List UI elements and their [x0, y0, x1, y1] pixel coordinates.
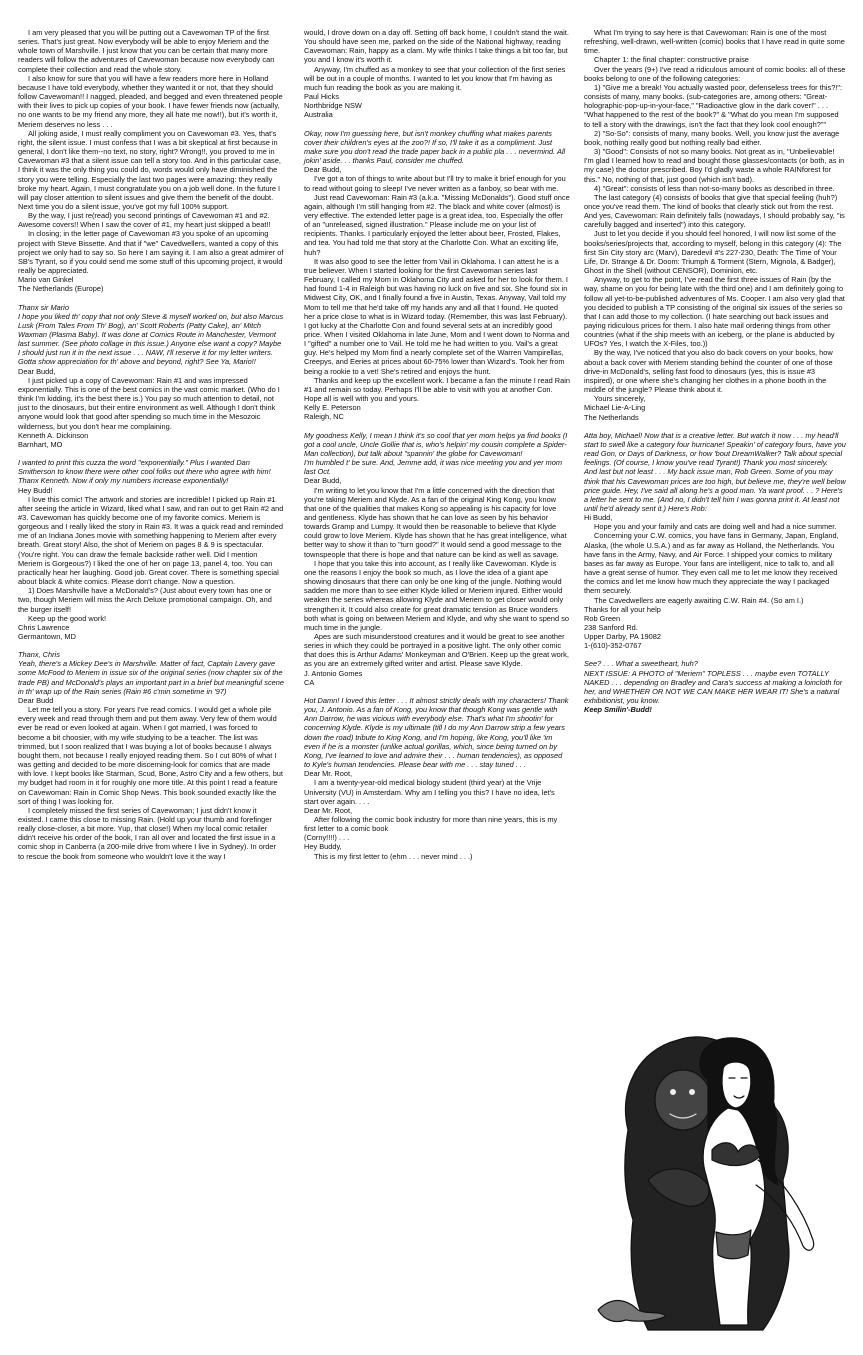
letter-paragraph: 2) "So-So": consists of many, many books. Well, you know just the average book, nothing really good but nothing really bad either.	[584, 128, 840, 147]
letter-paragraph: I just picked up a copy of Cavewoman: Rain #1 and was impressed exponentially. This is one of the best comics in the vast comic market. (Who do I think I'm kidding, it's the best there is.) You pay so much attention to detail, not just to the dinosaurs, but their entire environment as well. Although I don't think anyone would look that good after spending so much time in the Mesozoic wilderness, but you don't hear me complaining.	[18, 375, 280, 431]
letter-paragraph: 3) "Good": Consists of not so many books. Not great as in, "Unbelievable! I'm glad I learned how to read and bought those glasses/contacts (or both, as in my case) the doctor prescribed. Boy I'd gladly waste a whole RAINforest for this." No, nothing of that, just good (which isn't bad).	[584, 147, 845, 184]
signature-line: Chris Lawrence	[18, 622, 70, 632]
editor-reply: Hot Damn! I loved this letter . . . It almost strictly deals with my characters! Thank you, J. Antonio. As a fan of Kong, you know that though Kong was gentle with Ann Darrow, he was vicious with everybody else. That's what I'm shootin' for concerning Klyde. Klyde is my ultimate (till I do my Ann Darrow strip a few years down the road) tribute to King Kong, and I'm hoping, like Kong, you'll like 'im even if he is a monster (unlike actual gorillas, which, since being turned on by Kong, I've learned to love and admire their . . . human tendencies), as opposed to Kyle's human tendencies. Please bear with me . . . stay tuned . . .	[304, 695, 569, 770]
editor-reply: Thanx sir Mario I hope you liked th' copy that not only Steve & myself worked on, but also Marcus Lusk (From Tales From Th' Bog), an' Scott Roberts (Patty Cake), an' Mitch Waxman (Plasma Baby). It was done at Comics Route in Manchester, Vermont last summer. (See photo collage in this issue.) Anyone else want a copy? Maybe I should just run it in the next issue . . . NAW, I'll reserve it for my letter writers. Gotta show appreciation for th' above and beyond, right? See Ya, Mario!!	[18, 302, 284, 367]
letter-paragraph: Dear Budd	[18, 695, 54, 705]
letter-paragraph: 4) "Great": consists of less than not-so-many books as described in three.	[594, 183, 835, 193]
letter-paragraph: By the way, I just re(read) you second printings of Cavewoman #1 and #2. Awesome covers!! When I saw the cover of #1, my heart just skipped a beat!!	[18, 211, 271, 230]
signature-line: The Netherlands	[584, 412, 639, 422]
letter-paragraph: Anyway, I'm chuffed as a monkey to see that your collection of the first series will be out in a couple of months. I wanted to let you know that I'm having as much fun reading the book as you are making it.	[304, 64, 566, 92]
letter-paragraph: By the way, I've noticed that you also do back covers on your books, how about a back cover with Meriem standing behind the counter of one of those drive-in McDonald's, selling fast food to dinosaurs (yes, this is issue #3 inspired), or one where she's changing her clothes in a phone booth in the middle of the jungle? Please think about it.	[584, 348, 833, 395]
signature-line: Upper Darby, PA 19082	[584, 632, 661, 642]
letter-paragraph: Chapter 1: the final chapter: constructive praise	[594, 55, 749, 65]
signature-line: Kenneth A. Dickinson	[18, 430, 89, 440]
letter-paragraph: Dear Budd,	[304, 165, 342, 175]
letter-paragraph: Anyway, to get to the point, I've read the first three issues of Rain (by the way, shame on you for being late with the third one) and I am definitely going to follow all yet-to-be-published adventures of Ms. Cooper. I am also very glad that you decided to publish a TP consisting of the original six issues of the series so that I can add those to my collection. (I hate searching out back issues and paying ridiculous prices for them. I also hate mail ordering things from other countries (what if the ship meets with an iceberg, or the plane is abducted by UFOs? Yes, I watch the X-Files, too.))	[584, 275, 845, 349]
letter-signature	[304, 92, 570, 119]
editor-reply: And last but not least . . . My back issue man, Rob Green. Some of you may think that his Cavewoman prices are too high, but believe me, they're well below price guide. Hey, I've said all along he's a good man. Ya want proof. . . ? Here's a letter he sent to me. (And no, I didn't tell him I was gonna print it. At least not until he'd already sent it.) Here's Rob:	[584, 467, 846, 513]
letter-signature	[18, 431, 284, 449]
letter-paragraph: All joking aside, I must really compliment you on Cavewoman #3. Yes, that's right, the silent issue. I must confess that I was a bit skeptical at first because in general, I don't like them--no text, no story, right? Wrong!!, you proved to me in Cavewoman #3 that a silent issue can tell a story too. And in this particular case, I think it was the only thing you could do, words would only have diminished the story you were telling. Especially the last two pages were amazing: they really broke my heart. Again, I must congratulate you on a job well done. In the future I will pay closer attention to silent issues and give them the benefit of the doubt. Next time you do a silent issue, you've got my full 100% support.	[18, 128, 281, 211]
letter-paragraph: Apes are such misunderstood creatures and it would be great to see another series in which they could be portrayed in a positive light. The only other comic that does this is Arthur Adams' Monkeyman and O'Brien. Keep up the great work, as you are an extremely gifted writer and artist. Please save Klyde.	[304, 632, 569, 669]
column-2	[304, 28, 570, 861]
letter-paragraph: It was also good to see the letter from Vail in Oklahoma. I can attest he is a true believer. When I started looking for the first Cavewoman series last February, I called my Mom in Oklahoma City and asked for her to look for them. I had found 1-4 in Raleigh but was having no luck on five and six. She found six in Midwest City, OK, and I finally found a five in Austin, Texas. Anyway, Vail told my Mom to tell me that he'd take off my hands any and all that I found. He quoted her a price close to what is in Wizard today. (Remember, this was last February). I got lucky at the Charlotte Con and found several sets at an incredibly good price. When I visited Oklahoma in late June, Mom and I went down to Norma and I "gifted" a number one to Vail. He told me he had written to you. Vail's a great guy. He's helped my Mom find a nearly complete set of the Warren Vampirellas, Creepys, and Eeries at prices about 60-75% lower than Wizard's. Took her from being a rookie to a vet! She's retired and enjoys the hunt.	[304, 256, 570, 376]
cavewoman-and-ape-illustration	[588, 1010, 836, 1336]
editor-reply: Atta boy, Michael! Now that is a creative letter. But watch it now . . . my head'll start to swell like a category four hurricane! Speakin' of category fours, have you read Gon, or Days of Darkness, or how 'bout DreamWalker? Talk about special feelings. (Of course, I know you've read Tyrant!) Thank you most sincerely.	[584, 430, 846, 468]
letter-paragraph: I completely missed the first series of Cavewoman; I just didn't know it existed. I came this close to missing Rain. (Hold up your thumb and forefinger really close-closer, a bit more. Yup, that close!) When my local comic retailer didn't receive his order of the book, I ran all over and located the first issue in a comic shop in Canberra (a 200-mile drive from where I live in Sydney). In order to rescue the book from someone who wouldn't love it the way I	[18, 805, 276, 861]
letter-paragraph: would, I drove down on a day off. Setting off back home, I couldn't stand the wait. You should have seen me, parked on the side of the National highway, reading Cavewoman: Rain, happy as a clam. My wife thinks I take things a bit too far, but you and I know it's worth it.	[304, 28, 569, 65]
letter-paragraph: I've got a ton of things to write about but I'll try to make it brief enough for you to read without going to sleep! I've never written as a fanboy, so bear with me.	[304, 174, 566, 193]
signature-line: Thanks for all your help	[584, 604, 661, 614]
letter-paragraph: Dear Mr. Root,	[304, 805, 353, 815]
signature-line: CA	[304, 677, 315, 687]
letter-paragraph: 1) "Give me a break! You actually wasted poor, defenseless trees for this?!": consists of many, many books. (sub-categories are, among others: "Great-holographic-pop-up-in-your-face," "Radioactive glow in the dark cover!" . . . "What happened to the rest of the book?" & "What do you mean I'm supposed to tell a story with the drawings, isn't the fact that they look cool enough?""	[584, 82, 843, 129]
signature-line: Paul Hicks	[304, 92, 339, 102]
signature-line: 238 Sanford Rd.	[584, 623, 638, 632]
letter-signature	[584, 605, 846, 651]
letter-signature	[584, 403, 846, 421]
column-1	[18, 28, 284, 861]
letter-paragraph: This is my first letter to (ehm . . . never mind . . .)	[314, 851, 473, 861]
letter-paragraph: I am a twenty-year-old medical biology student (third year) at the Vrije University (VU) in Amsterdam. Why am I telling you this? I have no idea, let's start over again. . . .	[304, 778, 555, 806]
letter-paragraph: Thanks and keep up the excellent work. I became a fan the minute I read Rain #1 and remain so today. Perhaps I'll be able to visit with you at another Con. Hope all is well with you and yours.	[304, 375, 570, 404]
letter-paragraph: Hi Budd,	[584, 513, 613, 523]
letter-paragraph: I love this comic! The artwork and stories are incredible! I picked up Rain #1 after seeing the article in Wizard, liked what I saw, and ran out to get Rain #2 and #3. Cavewoman has quickly become one of my favorite comics. Meriem is gorgeous and I really liked the story in Rain #3. It was a quick read and reminded me of an Indiana Jones movie with something happening to Meriem after every breath. Great story! Also, the shot of Meriem on pages 8 & 9 is spectacular. (You're right. You can draw the female backside rather well. Did I mention Meriem is Gorgeous?) I liked the one of her on page 13, panel 4, too. You can practically hear her laughing. Good job. Great cover. There is something special about black & white comics. Please don't change. Now a question.	[18, 494, 284, 587]
letter-paragraph: Over the years (9+) I've read a ridiculous amount of comic books: all of these books belong to one of the following categories:	[584, 64, 846, 83]
letter-signature	[18, 275, 284, 293]
letter-paragraph: I'm writing to let you know that I'm a little concerned with the direction that you're taking Meriem and Klyde. As a fan of the original King Kong, you know that one of the qualities that makes Kong so appealing is his capacity for love and gentleness. Klyde has shown that he can love as seen by his behavior towards Gramp and Lumpy. It would then be reasonable to believe that Klyde could grow to love Meriem. Klyde has shown that he has great intelligence, what better way to show it than to "turn good?" It would send a good message to the townspeople that there is hope and that nature can be kind as well as savage.	[304, 485, 567, 559]
signature-line: Germantown, MD	[18, 632, 76, 641]
column-3	[584, 28, 846, 714]
letter-signature	[304, 403, 570, 421]
letter-paragraph: Hey Budd!	[18, 485, 53, 495]
letter-paragraph: Concerning your C.W. comics, you have fans in Germany, Japan, England, Alaska, (the whole U.S.A.) and as far away as Holland, the Netherlands. You have fans in the Army, Navy, and Air Force. I shipped your comics to military bases as far away as Europe. Your fans are intelligent, nice to talk to, and all have a great sense of humor. They even call me to let me know they received the comics and let me know how much they appreciate the way I packaged them securely.	[584, 531, 839, 596]
editor-reply: My goodness Kelly, I mean I think it's so cool that yer mom helps ya find books (I got a cool uncle, Uncle Gollie that is, who's helpin' my cousin complete a Spider-Man collection), but talk about "spannin' the globe for Cavewoman! I'm humbled t' be sure. And, Jemme add, it was nice meeting you and yer mom last Oct.	[304, 430, 568, 477]
editor-reply: See? . . . What a sweetheart, huh? NEXT ISSUE: A PHOTO of "Meriem" TOPLESS . . . maybe even TOTALLY NAKED . . . depending on Bradley and Cara's success at making a loincloth for her, and WHETHER OR NOT WE CAN MAKE HER WEAR IT! She's a natural exhibitionist, you know.	[584, 659, 843, 706]
signature-line: The Netherlands (Europe)	[18, 284, 104, 294]
signature-line: Northbridge NSW	[304, 101, 362, 111]
signature-line: Barnhart, MO	[18, 439, 63, 449]
letter-paragraph: I hope that you take this into account, as I really like Cavewoman. Klyde is one the reasons I enjoy the book so much, as I love the idea of a giant ape showing dinosaurs that there can only be one king of the jungle. Nothing would sadden me more than to see either Klyde killed or Meriem injured. Either would weaken the series whereas allowing Klyde and Meriem to get closer would only strengthen it. It could also create for great dramatic tension as Bruce wonders both what is going on between Meriem and Klyde, and why she want to spend so much time in the jungle.	[304, 558, 569, 632]
letter-paragraph: (Corny!!!!) . . .	[304, 833, 350, 843]
letter-signature	[304, 669, 570, 687]
signature-line: Raleigh, NC	[304, 412, 344, 422]
letter-paragraph: In closing; in the letter page of Cavewoman #3 you spoke of an upcoming project with Steve Bissette. And that if "we" Cavedwellers, wanted a copy of this project we only had to say so. So here I am saying it. I am also a great admirer of SB's Tyrant, so if you could send me some stuff of this upcoming project, it would really be appreciated.	[18, 229, 284, 276]
signature-line: Michael Lie-A-Ling	[584, 403, 646, 413]
letter-paragraph: Hope you and your family and cats are doing well and had a nice summer.	[594, 522, 837, 532]
letter-paragraph: The last category (4) consists of books that give that special feeling (huh?) once you've read them. The kind of books that clearly stick out from the rest. And yes, Cavewoman: Rain definitely falls (nowadays, I should probably say, "is carefully bagged and inserted") into this category.	[584, 192, 845, 230]
letter-paragraph: What I'm trying to say here is that Cavewoman: Rain is one of the most refreshing, well-drawn, well-written (comic) books that I have read in quite some time.	[584, 28, 845, 56]
letter-paragraph: Let me tell you a story. For years I've read comics. I would get a whole pile every week and read through them and put them away. Very few of them would ever be read or even looked at again. When I got married, I was forced to become a bit choosier, with my wife studying to be a teacher. The list was trimmed, but I soon realized that I was buying a lot of books because I always bought them, not because I really enjoyed reading them. So I cut 80% of what I was getting and decided to be more discerning-look for comics that are made with love. I kept books like Starman, Scud, Bone, Astro City and a few others, but my budget had room in it for roughly one more title. At this point I read a feature on Cavewoman: Rain in Comic Shop News. This book sounded exactly like the sort of thing I was looking for.	[18, 705, 283, 806]
letter-paragraph: The Cavedwellers are eagerly awaiting C.W. Rain #4. (So am I.)	[594, 595, 804, 605]
signature-line: Mario van Ginkel	[18, 275, 74, 285]
letter-paragraph: Yours sincerely,	[594, 394, 646, 404]
editor-reply: I wanted to print this cuzza the word "exponentially." Plus I wanted Dan Smitherson to know there were other cool folks out there who agree with him! Thanx Kenneth. Now if only my numbers increase exponentially!	[18, 458, 271, 486]
letter-paragraph: Just read Cavewoman: Rain #3 (a.k.a. "Missing McDonalds"). Good stuff once again, although I'm still hanging from #2. The black and white cover (almost) is very effective. The extended letter page is a great idea, too. Especially the offer of an "unreleased, signed illustration." Please include me on your list of recipients. Thanks. I particularly enjoyed the letter about beer, Frosted, Flakes, and tea. You had told me that story at the Charlotte Con. What an exciting life, huh?	[304, 192, 570, 257]
letter-signature	[18, 623, 284, 641]
signature-line: Rob Green	[584, 613, 621, 623]
letter-paragraph: Just to let you decide if you should feel honored, I will now list some of the books/series/projects that, according to myself, belong in this category (4): The first Sin City story arc (Marv), Daredevil #'s 227-230, Death: The Time of Your Life, Dr. Strange & Dr. Doom: Triumph & Torment (Stern, Mignola, & Badger), Ghost in the Shell (without CENSOR), Dominion, etc.	[584, 229, 842, 276]
signature-line: 1-(610)-352-0767	[584, 641, 642, 651]
editor-reply: Thanx, Chris Yeah, there's a Mickey Dee's in Marshville. Matter of fact, Captain Lavery gave some McFood to Meriem in issue six of the original series (now chapter six of the trade PB) and McDonald's plays an important part in a brief but meaningful scene in th' wrap up of the Rain series (Rain #6 c'min sometime in '97)	[18, 650, 284, 696]
letter-paragraph: 1) Does Marshville have a McDonald's? (Just about every town has one or two, though Meriem will miss the Arch Deluxe promotional campaign. Oh, and the burger itself!	[18, 586, 272, 614]
signature-line: Kelly E. Peterson	[304, 403, 361, 413]
letter-paragraph: Dear Mr. Root,	[304, 769, 353, 779]
letter-paragraph: Dear Budd,	[18, 366, 56, 376]
editor-signoff: Keep Smilin'-Budd!	[584, 705, 652, 715]
letter-paragraph: I am very pleased that you will be putting out a Cavewoman TP of the first series. That's just great. Now everybody will be able to enjoy Meriem and the whole town of Marshville. I just know that you can be certain that many more readers will follow the adventures of Cavewoman because now everybody can complete their collection and read the whole story.	[18, 28, 275, 74]
letter-paragraph: Keep up the good work!	[28, 613, 107, 623]
editor-reply: Okay, now I'm guessing here, but isn't monkey chuffing what makes parents cover their children's eyes at the zoo?! If so, I'll take it as a compliment. Just make sure you don't read the trade paper back in a public pla . . . nevermind. All jokin' aside. . . thanks Paul, consider me chuffed.	[304, 128, 566, 166]
letter-paragraph: Hey Buddy,	[304, 842, 342, 852]
letter-paragraph: I also know for sure that you will have a few readers more here in Holland because I have told everybody, whether they wanted it or not, that they should follow Cavewoman!! I nagged, pleaded, and begged and even threatened people with their lives to pick up copies of your book. I have fewer friends now (actually, no one wants to be my friend any more, they all hate me now!!), but it's worth it, Meriem deserves no less . . .	[18, 73, 283, 129]
letter-paragraph: After following the comic book industry for more than nine years, this is my first letter to a comic book	[304, 814, 558, 834]
signature-line: J. Antonio Gomes	[304, 668, 363, 678]
letter-paragraph: Dear Budd,	[304, 476, 342, 486]
signature-line: Australia	[304, 110, 333, 120]
